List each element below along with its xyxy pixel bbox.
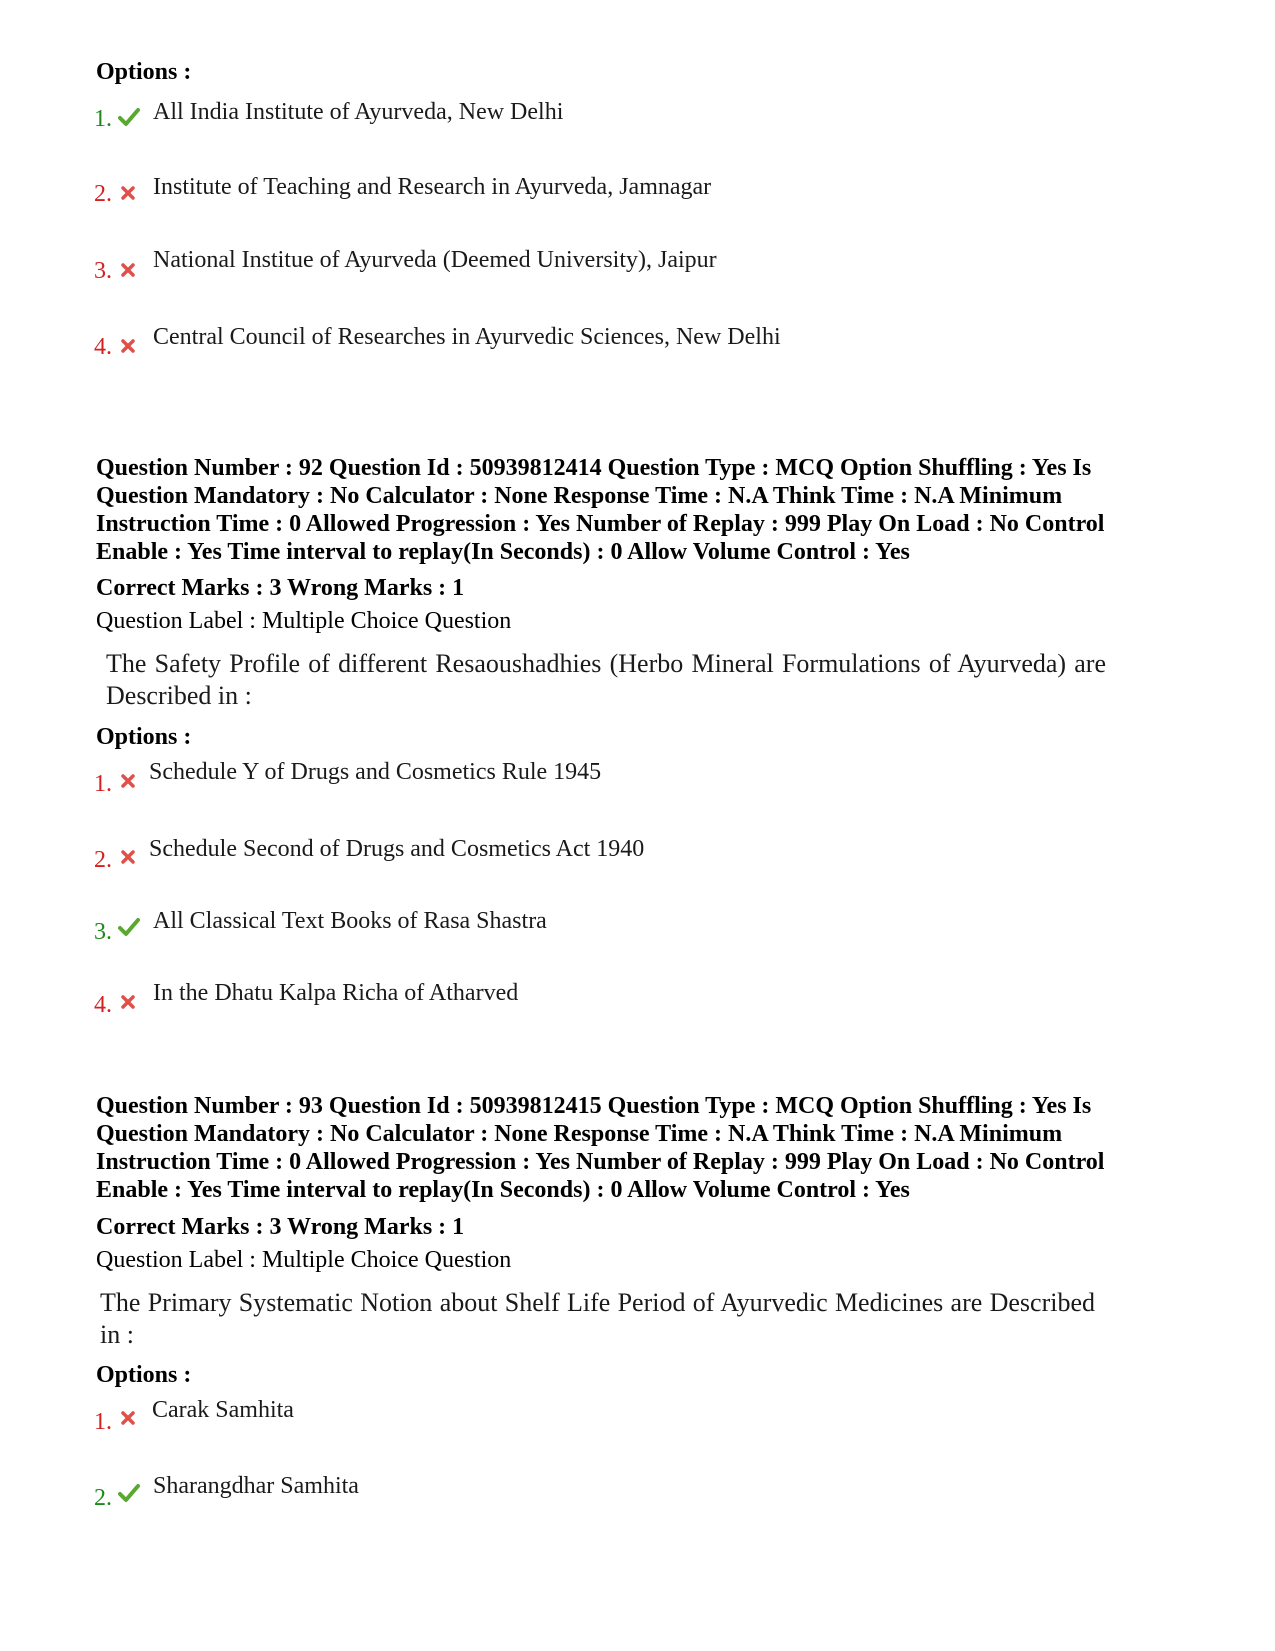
question-text: The Primary Systematic Notion about Shelf Life Period of Ayurvedic Medicines are Described in : (100, 1288, 1095, 1349)
check-icon (118, 1482, 140, 1504)
metadata-line: Question Number : 93 Question Id : 50939812415 Question Type : MCQ Option Shuffling : Yes Is (96, 1093, 1092, 1119)
option-item (94, 918, 112, 946)
option-text: Schedule Y of Drugs and Cosmetics Rule 1945 (149, 759, 602, 785)
option-number: 3. (94, 258, 112, 284)
option-text: Sharangdhar Samhita (153, 1473, 359, 1499)
cross-icon (120, 262, 136, 278)
question-marks: Correct Marks : 3 Wrong Marks : 1 (96, 575, 465, 601)
option-text: Schedule Second of Drugs and Cosmetics Act 1940 (149, 836, 645, 862)
metadata-line: Question Number : 92 Question Id : 50939812414 Question Type : MCQ Option Shuffling : Yes Is (96, 455, 1092, 481)
option-item (94, 846, 112, 874)
cross-icon (120, 185, 136, 201)
check-icon (118, 916, 140, 938)
cross-icon (120, 1410, 136, 1426)
cross-icon (120, 338, 136, 354)
option-number: 1. (94, 1409, 112, 1435)
option-text: National Institue of Ayurveda (Deemed University), Jaipur (153, 247, 717, 273)
option-item (94, 991, 112, 1019)
question-text: The Safety Profile of different Resaoushadhies (Herbo Mineral Formulations of Ayurveda) are Described in : (106, 649, 1106, 710)
question-metadata (96, 1092, 1196, 1204)
option-number: 2. (94, 181, 112, 207)
option-item (94, 1484, 112, 1512)
metadata-line: Instruction Time : 0 Allowed Progression : Yes Number of Replay : 999 Play On Load : No Control (96, 1149, 1105, 1175)
option-number: 3. (94, 919, 112, 945)
options-heading: Options : (96, 59, 192, 85)
option-item (94, 770, 112, 798)
option-text: All Classical Text Books of Rasa Shastra (153, 908, 547, 934)
cross-icon (120, 849, 136, 865)
option-number: 1. (94, 771, 112, 797)
metadata-line: Question Mandatory : No Calculator : None Response Time : N.A Think Time : N.A Minimum (96, 1121, 1063, 1147)
cross-icon (120, 994, 136, 1010)
question-label: Question Label : Multiple Choice Question (96, 608, 512, 634)
option-number: 2. (94, 847, 112, 873)
cross-icon (120, 773, 136, 789)
question-metadata (96, 454, 1196, 566)
option-item (94, 257, 112, 285)
question-marks: Correct Marks : 3 Wrong Marks : 1 (96, 1214, 465, 1240)
metadata-line: Question Mandatory : No Calculator : None Response Time : N.A Think Time : N.A Minimum (96, 483, 1063, 509)
options-heading: Options : (96, 724, 192, 750)
option-text: In the Dhatu Kalpa Richa of Atharved (153, 980, 519, 1006)
option-text: Central Council of Researches in Ayurvedic Sciences, New Delhi (153, 324, 781, 350)
option-number: 4. (94, 334, 112, 360)
option-item (94, 105, 112, 133)
check-icon (118, 106, 140, 128)
option-number: 4. (94, 992, 112, 1018)
options-heading: Options : (96, 1362, 192, 1388)
metadata-line: Enable : Yes Time interval to replay(In Seconds) : 0 Allow Volume Control : Yes (96, 1177, 910, 1203)
metadata-line: Enable : Yes Time interval to replay(In Seconds) : 0 Allow Volume Control : Yes (96, 539, 910, 565)
metadata-line: Instruction Time : 0 Allowed Progression : Yes Number of Replay : 999 Play On Load : No Control (96, 511, 1105, 537)
option-number: 2. (94, 1485, 112, 1511)
option-text: Institute of Teaching and Research in Ayurveda, Jamnagar (153, 174, 712, 200)
option-number: 1. (94, 106, 112, 132)
option-item (94, 333, 112, 361)
option-text: Carak Samhita (152, 1397, 294, 1423)
question-label: Question Label : Multiple Choice Question (96, 1247, 512, 1273)
option-item (94, 180, 112, 208)
option-item (94, 1408, 112, 1436)
option-text: All India Institute of Ayurveda, New Delhi (153, 99, 564, 125)
